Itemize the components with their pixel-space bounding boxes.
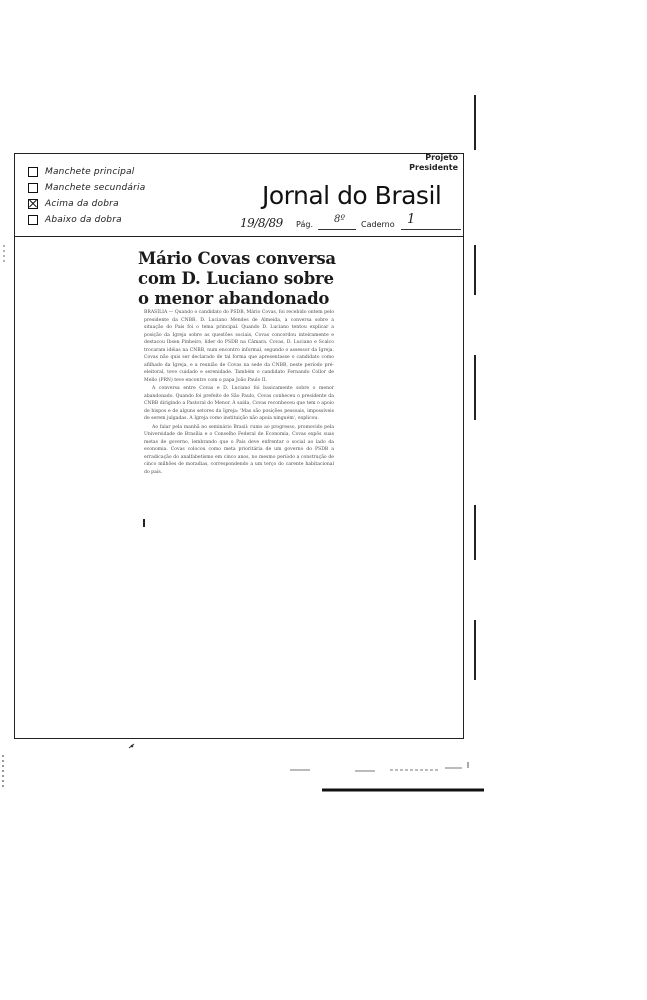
checklist-item-abaixo-da-dobra bbox=[28, 212, 218, 228]
project-line: Projeto bbox=[425, 153, 458, 162]
clipping-date bbox=[240, 216, 283, 230]
checklist-item-acima-da-dobra bbox=[28, 196, 218, 212]
page-value: 8º bbox=[334, 214, 346, 225]
header-divider bbox=[14, 236, 464, 237]
checklist-label: Acima da dobra bbox=[45, 199, 119, 209]
article-body bbox=[144, 309, 334, 477]
article-headline bbox=[138, 249, 348, 309]
checkbox-checked bbox=[28, 199, 38, 209]
section-label: Caderno bbox=[361, 220, 395, 229]
article-paragraph: BRASÍLIA — Quando o candidato do PSDB, Mário Covas, foi recebido ontem pelo presidente da CNBB, D. Luciano Mendes de Almeida, a conversa sobre a situação do País foi o tema principal. Quando D. Luciano tentou explicar a posição da Igreja sobre as questões sociais, Covas concordou inteiramente e destacou Ibsen Pinheiro, líder do PSDB na Câmara. Covas, D. Luciano e Scalco trocaram idéias na CNBB, num encontro informal, segundo o assessor da Igreja. Covas não quis ser declarado de tal forma que apresentasse o candidato como afilhado da Igreja, e a reunião de Covas na sede da CNBB, neste período pré-eleitoral, teve cuidado e serenidade. Também o candidato Fernando Collor de Mello (PRN) teve encontro com o papa João Paulo II. bbox=[144, 310, 334, 383]
newspaper-masthead: Jornal do Brasil bbox=[262, 181, 442, 210]
checklist-item-manchete-principal bbox=[28, 164, 218, 180]
placement-checklist bbox=[28, 164, 218, 228]
checkbox bbox=[28, 183, 38, 193]
checklist-label: Manchete principal bbox=[45, 167, 135, 177]
article-paragraph: Ao falar pela manhã no seminário Brasil: rumo ao progresso, promovido pela Universidade de Brasília e o Conselho Federal de Economia, Covas expôs suas metas de governo, lembrando que o País deve enfrentar o social ao lado da economia. Covas colocou como meta prioritária de um governo do PSDB a erradicação do analfabetismo em cinco anos, no mesmo período a construção de cinco milhões de moradias, correspondendo a um terço do carente habitacional do país. bbox=[144, 424, 334, 475]
checkbox bbox=[28, 167, 38, 177]
headline-line: Mário Covas conversa bbox=[138, 249, 336, 268]
section-underline bbox=[401, 229, 461, 230]
checklist-label: Manchete secundária bbox=[45, 183, 146, 193]
headline-line: o menor abandonado bbox=[138, 289, 330, 308]
page-underline bbox=[318, 229, 356, 230]
project-line: Presidente bbox=[409, 163, 458, 172]
project-label bbox=[409, 153, 458, 173]
checklist-label: Abaixo da dobra bbox=[45, 215, 122, 225]
date-value: 19/8/89 bbox=[240, 216, 283, 230]
checkbox bbox=[28, 215, 38, 225]
section-value: 1 bbox=[407, 212, 416, 227]
checklist-item-manchete-secundaria bbox=[28, 180, 218, 196]
article-paragraph: A conversa entre Covas e D. Luciano foi basicamente sobre o menor abandonado. Quando foi prefeito de São Paulo, Covas conheceu o presidente da CNBB dirigindo a Pastoral do Menor. À saída, Covas reconheceu que tem o apoio de bispos e de alguns setores da Igreja: 'Mas são posições pessoais, impossíveis de serem julgadas. A Igreja como instituição não apoia ninguém', explicou. bbox=[144, 386, 334, 421]
headline-line: com D. Luciano sobre bbox=[138, 269, 334, 288]
page-label: Pág. bbox=[296, 220, 313, 229]
